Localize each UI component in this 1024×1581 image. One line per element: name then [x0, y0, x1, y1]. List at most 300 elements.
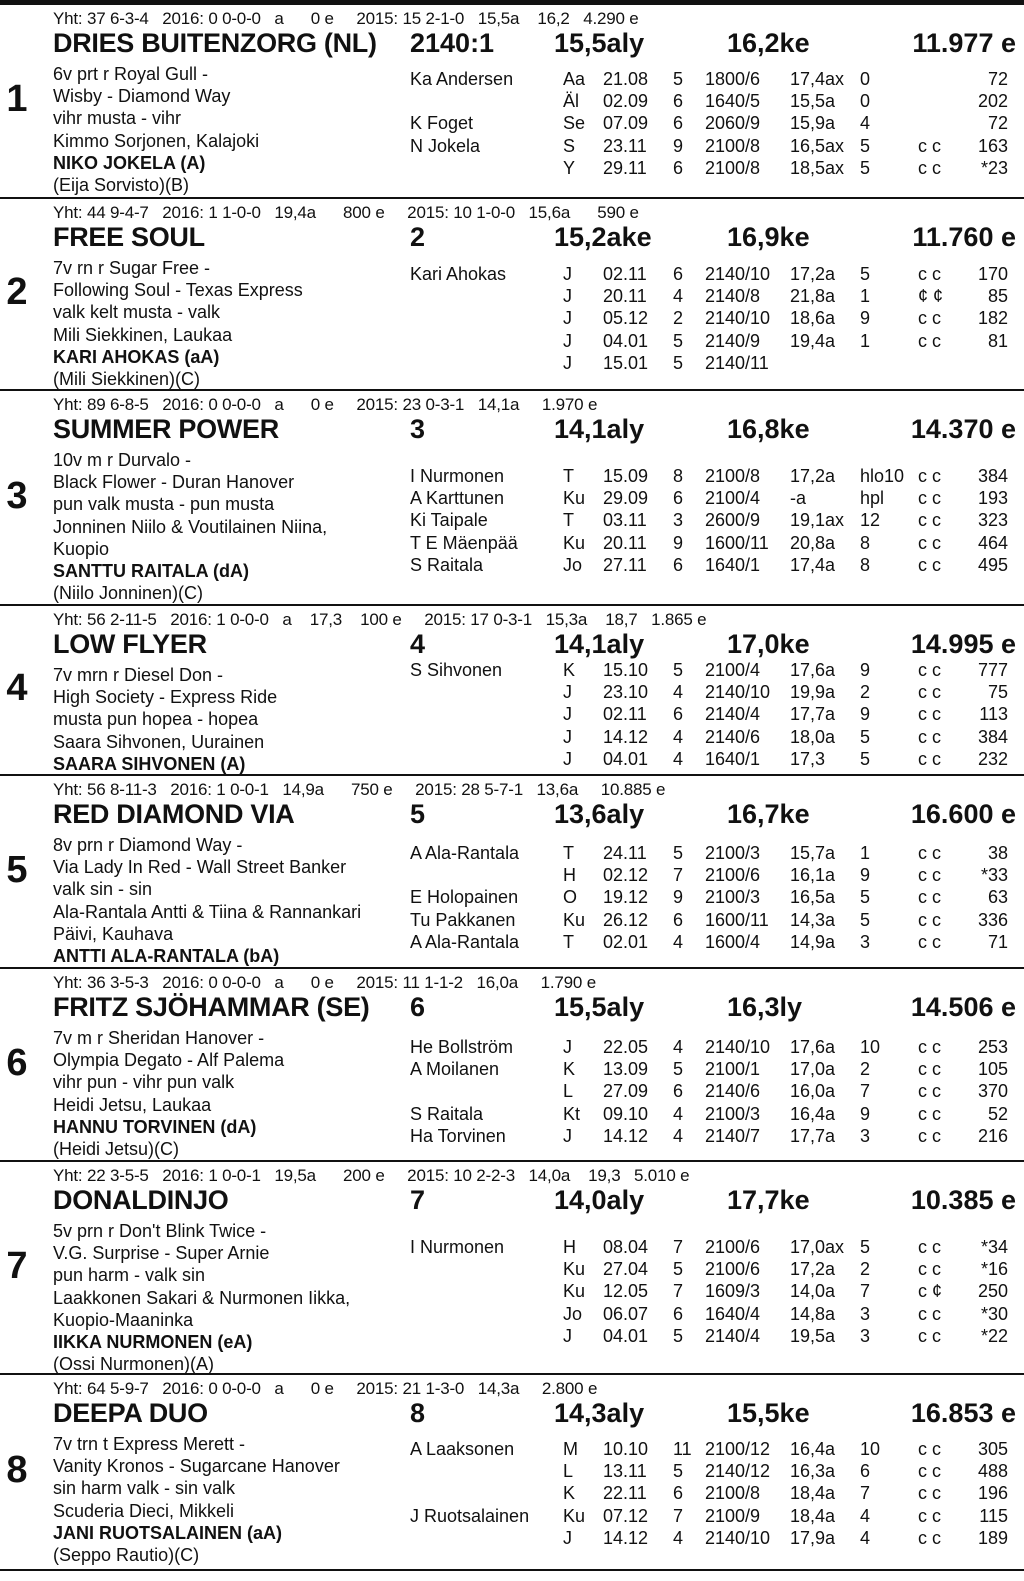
race-odds: 384 — [977, 466, 1008, 486]
race-date: 14.12 — [603, 1527, 649, 1548]
race-shoes: c c — [918, 532, 942, 553]
race-track: J — [563, 1037, 572, 1057]
race-result: 9 — [860, 1103, 871, 1124]
info-line: 7v mrn r Diesel Don - — [53, 665, 224, 685]
race-date: 20.11 — [603, 532, 647, 553]
race-post: 5 — [673, 1461, 684, 1482]
race-date: 05.12 — [603, 308, 649, 329]
race-odds: 170 — [977, 264, 1008, 284]
race-track: S — [563, 135, 576, 156]
race-row — [0, 1059, 1024, 1081]
horse-name: DONALDINJO — [53, 1185, 229, 1215]
race-result: 1 — [860, 330, 871, 351]
race-result: 7 — [860, 1081, 871, 1102]
start-number: 5 — [6, 849, 28, 891]
race-distance: 2600/9 — [705, 510, 761, 531]
race-odds: *16 — [980, 1259, 1008, 1280]
horse-name: LOW FLYER — [53, 629, 207, 659]
race-shoes: c c — [918, 135, 942, 156]
race-row — [0, 749, 1024, 771]
race-post: 4 — [673, 1527, 684, 1548]
race-distance: 2100/6 — [705, 1237, 761, 1257]
info-line: pun harm - valk sin — [53, 1265, 206, 1286]
race-history — [0, 264, 1024, 375]
race-date: 21.08 — [603, 69, 649, 89]
driver-name: JANI RUOTSALAINEN (aA) — [53, 1522, 283, 1543]
race-result: 9 — [860, 704, 871, 725]
start-number: 6 — [6, 1042, 28, 1084]
earnings: 14.995 e — [910, 629, 1016, 659]
race-distance: 2100/8 — [705, 157, 761, 178]
race-row — [0, 682, 1024, 704]
race-history — [0, 69, 1024, 180]
race-history — [0, 1439, 1024, 1550]
info-line: Jonninen Niilo & Voutilainen Niina, — [53, 516, 328, 537]
race-distance: 1600/4 — [705, 931, 761, 952]
race-post: 5 — [673, 352, 684, 373]
trainer-name: (Niilo Jonninen)(C) — [53, 583, 204, 604]
race-result: 3 — [860, 1303, 871, 1324]
info-line: Päivi, Kauhava — [53, 923, 174, 944]
race-odds: 182 — [977, 308, 1008, 329]
race-post: 6 — [673, 1303, 684, 1324]
race-odds: 202 — [977, 91, 1008, 112]
start-number: 3 — [6, 475, 28, 517]
race-result: 3 — [860, 1325, 871, 1346]
race-distance: 2100/8 — [705, 1483, 761, 1504]
earnings: 16.600 e — [910, 799, 1016, 829]
race-shoes: c c — [918, 330, 942, 351]
earnings: 16.853 e — [910, 1398, 1016, 1428]
race-post: 7 — [673, 865, 684, 886]
race-date: 07.09 — [603, 113, 649, 134]
race-time: 17,6a — [790, 660, 836, 680]
race-post: 4 — [673, 682, 684, 703]
info-line: 10v m r Durvalo - — [53, 450, 192, 470]
race-time: 16,1a — [790, 865, 836, 886]
record-second: 17,0ke — [727, 629, 810, 659]
race-result: 0 — [860, 91, 871, 112]
race-post: 6 — [673, 157, 684, 178]
race-distance: 1640/5 — [705, 91, 761, 112]
race-shoes: c c — [918, 1059, 942, 1080]
race-odds: 193 — [977, 488, 1008, 509]
race-date: 04.01 — [603, 1325, 649, 1346]
race-odds: 250 — [977, 1281, 1008, 1302]
start-position: 7 — [410, 1185, 426, 1215]
race-result: 3 — [860, 931, 871, 952]
race-post: 6 — [673, 264, 684, 284]
race-shoes: c c — [918, 554, 942, 575]
race-track: Ku — [563, 1281, 586, 1302]
record-best: 15,2ake — [554, 222, 652, 252]
race-result: 7 — [860, 1483, 871, 1504]
race-distance: 2060/9 — [705, 113, 761, 134]
race-distance: 2100/3 — [705, 843, 761, 863]
record-best: 13,6aly — [554, 799, 645, 829]
race-result: 4 — [860, 1527, 871, 1548]
horse-entry — [0, 776, 1024, 969]
race-distance: 2100/12 — [705, 1439, 771, 1459]
race-time: 20,8a — [790, 532, 836, 553]
horse-entry — [0, 969, 1024, 1162]
race-result: 5 — [860, 748, 871, 769]
race-odds: 196 — [977, 1483, 1008, 1504]
race-driver: K Foget — [410, 113, 474, 134]
info-line: High Society - Express Ride — [53, 687, 278, 708]
race-distance: 2100/3 — [705, 1103, 761, 1124]
race-row — [0, 466, 1024, 488]
race-odds: 113 — [979, 704, 1008, 725]
race-post: 8 — [673, 466, 684, 486]
race-post: 6 — [673, 1081, 684, 1102]
race-time: 19,9a — [790, 682, 836, 703]
race-odds: 488 — [977, 1461, 1008, 1482]
start-number: 8 — [6, 1449, 28, 1491]
race-driver: Ha Torvinen — [410, 1125, 506, 1146]
race-row — [0, 555, 1024, 577]
race-driver: S Sihvonen — [410, 660, 503, 680]
race-time: -a — [790, 488, 807, 509]
race-track: J — [563, 1125, 572, 1146]
race-result: 5 — [860, 909, 871, 930]
race-driver: A Ala-Rantala — [410, 843, 520, 863]
horse-name: DEEPA DUO — [53, 1398, 208, 1428]
info-line: valk kelt musta - valk — [53, 302, 221, 323]
start-number: 1 — [6, 78, 28, 120]
race-date: 03.11 — [603, 510, 647, 531]
race-date: 04.01 — [603, 748, 649, 769]
info-line: 7v m r Sheridan Hanover - — [53, 1028, 265, 1048]
race-odds: 52 — [987, 1103, 1008, 1124]
race-result: 8 — [860, 532, 871, 553]
race-row — [0, 113, 1024, 135]
race-result: 5 — [860, 157, 871, 178]
race-distance: 2140/4 — [705, 1325, 761, 1346]
race-time: 17,2a — [790, 264, 836, 284]
race-date: 02.09 — [603, 91, 649, 112]
info-line: Ala-Rantala Antti & Tiina & Rannankari — [53, 901, 362, 922]
race-date: 27.11 — [603, 554, 647, 575]
race-result: 3 — [860, 1125, 871, 1146]
race-time: 19,1ax — [790, 510, 845, 531]
trainer-name: (Mili Siekkinen)(C) — [53, 368, 201, 389]
race-post: 7 — [673, 1237, 684, 1257]
career-stats: Yht: 22 3-5-5 2016: 1 0-0-1 19,5a 200 e 2015: 10 2-2-3 14,0a 19,3 5.010 e — [53, 1166, 690, 1185]
record-best: 14,1aly — [554, 414, 645, 444]
race-track: Ku — [563, 1259, 586, 1280]
start-position: 6 — [410, 992, 426, 1022]
race-odds: 72 — [987, 69, 1008, 89]
race-track: J — [563, 330, 572, 351]
info-line: V.G. Surprise - Super Arnie — [53, 1243, 270, 1264]
race-distance: 2140/6 — [705, 1081, 761, 1102]
race-post: 5 — [673, 69, 684, 89]
race-distance: 1640/4 — [705, 1303, 761, 1324]
record-best: 14,3aly — [554, 1398, 645, 1428]
race-time: 17,4ax — [790, 69, 845, 89]
info-line: Via Lady In Red - Wall Street Banker — [53, 857, 347, 878]
race-history — [0, 466, 1024, 577]
race-odds: 75 — [987, 682, 1008, 703]
race-track: T — [563, 843, 574, 863]
race-time: 14,0a — [790, 1281, 836, 1302]
race-track: L — [563, 1081, 574, 1102]
race-shoes: c c — [918, 704, 942, 725]
race-track: J — [563, 682, 572, 703]
race-time: 17,2a — [790, 1259, 836, 1280]
race-distance: 2100/3 — [705, 887, 761, 908]
race-row — [0, 1126, 1024, 1148]
race-shoes: c c — [918, 1037, 942, 1057]
race-track: J — [563, 704, 572, 725]
race-result: 8 — [860, 554, 871, 575]
start-position: 3 — [410, 414, 426, 444]
race-result: hlo10 — [860, 466, 905, 486]
info-line: vihr pun - vihr pun valk — [53, 1072, 235, 1093]
race-shoes: c c — [918, 1103, 942, 1124]
start-position: 2140:1 — [410, 28, 495, 58]
race-post: 6 — [673, 704, 684, 725]
race-date: 24.11 — [603, 843, 647, 863]
driver-name: KARI AHOKAS (aA) — [53, 346, 220, 367]
race-track: Y — [563, 157, 576, 178]
race-result: 9 — [860, 865, 871, 886]
horse-entry — [0, 1162, 1024, 1375]
race-history — [0, 1037, 1024, 1148]
race-odds: *30 — [980, 1303, 1008, 1324]
start-number: 2 — [6, 271, 28, 313]
race-odds: 323 — [977, 510, 1008, 531]
race-shoes: c c — [918, 865, 942, 886]
race-row — [0, 1037, 1024, 1059]
race-shoes: c c — [918, 931, 942, 952]
race-track: Ku — [563, 1505, 586, 1526]
race-driver: J Ruotsalainen — [410, 1505, 530, 1526]
race-row — [0, 488, 1024, 510]
race-distance: 1640/1 — [705, 748, 761, 769]
race-row — [0, 264, 1024, 286]
race-date: 19.12 — [603, 887, 649, 908]
race-track: K — [563, 660, 576, 680]
horse-name: FREE SOUL — [53, 222, 205, 252]
race-date: 27.09 — [603, 1081, 649, 1102]
race-shoes: c c — [918, 264, 942, 284]
race-track: T — [563, 931, 574, 952]
race-distance: 1609/3 — [705, 1281, 761, 1302]
race-track: Se — [563, 113, 586, 134]
race-result: 0 — [860, 69, 871, 89]
race-odds: 464 — [977, 532, 1008, 553]
race-distance: 2100/4 — [705, 488, 761, 509]
race-date: 13.09 — [603, 1059, 649, 1080]
race-date: 27.04 — [603, 1259, 649, 1280]
race-post: 4 — [673, 286, 684, 307]
horse-name: FRITZ SJÖHAMMAR (SE) — [53, 992, 370, 1022]
race-shoes: c c — [918, 1125, 942, 1146]
race-post: 4 — [673, 726, 684, 747]
race-post: 5 — [673, 1325, 684, 1346]
driver-name: SANTTU RAITALA (dA) — [53, 560, 249, 581]
record-best: 14,0aly — [554, 1185, 645, 1215]
race-date: 22.05 — [603, 1037, 649, 1057]
race-time: 17,0a — [790, 1059, 836, 1080]
race-post: 5 — [673, 843, 684, 863]
race-result: 5 — [860, 1237, 871, 1257]
race-track: T — [563, 510, 574, 531]
race-track: J — [563, 1325, 572, 1346]
race-post: 4 — [673, 1103, 684, 1124]
race-time: 15,9a — [790, 113, 836, 134]
info-line: Kimmo Sorjonen, Kalajoki — [53, 130, 260, 151]
race-distance: 1600/11 — [705, 909, 769, 930]
race-time: 18,4a — [790, 1483, 836, 1504]
info-line: Olympia Degato - Alf Palema — [53, 1050, 285, 1071]
race-date: 02.11 — [603, 264, 647, 284]
race-shoes: c c — [918, 1259, 942, 1280]
race-odds: 384 — [977, 726, 1008, 747]
race-result: 4 — [860, 1505, 871, 1526]
info-line: Laakkonen Sakari & Nurmonen Iikka, — [53, 1287, 351, 1308]
race-shoes: c c — [918, 887, 942, 908]
race-driver: S Raitala — [410, 1103, 484, 1124]
race-distance: 2100/1 — [705, 1059, 761, 1080]
race-shoes: c c — [918, 1483, 942, 1504]
race-shoes: c c — [918, 1461, 942, 1482]
race-shoes: c c — [918, 1505, 942, 1526]
race-post: 3 — [673, 510, 684, 531]
race-shoes: ¢ ¢ — [918, 286, 944, 307]
race-row — [0, 331, 1024, 353]
race-track: J — [563, 352, 572, 373]
info-line: pun valk musta - pun musta — [53, 494, 275, 515]
start-number: 4 — [6, 667, 28, 709]
race-track: J — [563, 264, 572, 284]
race-driver: S Raitala — [410, 554, 484, 575]
start-position: 4 — [410, 629, 426, 659]
race-track: J — [563, 748, 572, 769]
race-time: 21,8a — [790, 286, 836, 307]
race-driver: A Moilanen — [410, 1059, 500, 1080]
race-post: 5 — [673, 660, 684, 680]
race-date: 12.05 — [603, 1281, 649, 1302]
race-row — [0, 1081, 1024, 1103]
race-track: H — [563, 865, 576, 886]
race-distance: 2100/8 — [705, 135, 761, 156]
race-date: 15.01 — [603, 352, 649, 373]
info-line: 7v rn r Sugar Free - — [53, 258, 211, 278]
race-shoes: c c — [918, 1081, 942, 1102]
info-line: Saara Sihvonen, Uurainen — [53, 731, 265, 752]
race-result: 5 — [860, 726, 871, 747]
race-row — [0, 887, 1024, 909]
race-post: 4 — [673, 931, 684, 952]
race-row — [0, 308, 1024, 330]
race-odds: *33 — [980, 865, 1008, 886]
earnings: 11.760 e — [912, 222, 1016, 252]
race-result: hpl — [860, 488, 885, 509]
race-time: 15,7a — [790, 843, 836, 863]
race-date: 26.12 — [603, 909, 649, 930]
race-shoes: c c — [918, 488, 942, 509]
horse-entry — [0, 199, 1024, 391]
race-shoes: c c — [918, 909, 942, 930]
race-result: 10 — [860, 1037, 881, 1057]
race-track: Ku — [563, 532, 586, 553]
race-odds: *23 — [980, 157, 1008, 178]
race-row — [0, 910, 1024, 932]
race-time: 16,5ax — [790, 135, 845, 156]
race-driver: Kari Ahokas — [410, 264, 507, 284]
race-row — [0, 136, 1024, 158]
race-time: 15,5a — [790, 91, 836, 112]
race-odds: 81 — [987, 330, 1008, 351]
race-track: M — [563, 1439, 578, 1459]
race-post: 5 — [673, 330, 684, 351]
info-line: Scuderia Dieci, Mikkeli — [53, 1500, 235, 1521]
race-distance: 2140/9 — [705, 330, 761, 351]
race-date: 02.01 — [603, 931, 649, 952]
info-line: Mili Siekkinen, Laukaa — [53, 324, 233, 345]
race-time: 16,4a — [790, 1439, 836, 1459]
driver-name: NIKO JOKELA (A) — [53, 152, 206, 173]
race-distance: 2140/11 — [705, 352, 769, 373]
start-position: 8 — [410, 1398, 426, 1428]
race-result: 1 — [860, 286, 871, 307]
record-second: 16,9ke — [727, 222, 810, 252]
race-track: O — [563, 887, 578, 908]
race-distance: 2140/10 — [705, 1037, 771, 1057]
race-result: 2 — [860, 1059, 871, 1080]
race-date: 04.01 — [603, 330, 649, 351]
race-date: 13.11 — [603, 1461, 647, 1482]
career-stats: Yht: 89 6-8-5 2016: 0 0-0-0 a 0 e 2015: 23 0-3-1 14,1a 1.970 e — [53, 395, 598, 414]
race-distance: 2140/10 — [705, 682, 771, 703]
race-date: 06.07 — [603, 1303, 649, 1324]
race-odds: 216 — [977, 1125, 1008, 1146]
race-shoes: c c — [918, 682, 942, 703]
race-distance: 2140/10 — [705, 264, 771, 284]
race-shoes: c c — [918, 1237, 942, 1257]
race-distance: 2100/8 — [705, 466, 761, 486]
record-best: 15,5aly — [554, 992, 645, 1022]
race-driver: A Ala-Rantala — [410, 931, 520, 952]
race-result: 1 — [860, 843, 871, 863]
race-row — [0, 1483, 1024, 1505]
race-post: 6 — [673, 554, 684, 575]
race-date: 23.11 — [603, 135, 647, 156]
race-track: Ku — [563, 488, 586, 509]
race-date: 08.04 — [603, 1237, 649, 1257]
driver-name: ANTTI ALA-RANTALA (bA) — [53, 945, 280, 966]
trainer-name: (Seppo Rautio)(C) — [53, 1544, 200, 1565]
race-result: 2 — [860, 1259, 871, 1280]
race-time: 14,8a — [790, 1303, 836, 1324]
race-time: 14,3a — [790, 909, 836, 930]
race-post: 4 — [673, 748, 684, 769]
race-odds: *22 — [980, 1325, 1008, 1346]
race-track: Äl — [563, 91, 580, 112]
race-distance: 2140/7 — [705, 1125, 761, 1146]
race-odds: 189 — [977, 1527, 1008, 1548]
race-result: 12 — [860, 510, 881, 531]
race-track: Jo — [563, 1303, 583, 1324]
race-driver: N Jokela — [410, 135, 481, 156]
race-shoes: c c — [918, 157, 942, 178]
race-post: 5 — [673, 1059, 684, 1080]
race-distance: 2100/9 — [705, 1505, 761, 1526]
race-history — [0, 660, 1024, 771]
